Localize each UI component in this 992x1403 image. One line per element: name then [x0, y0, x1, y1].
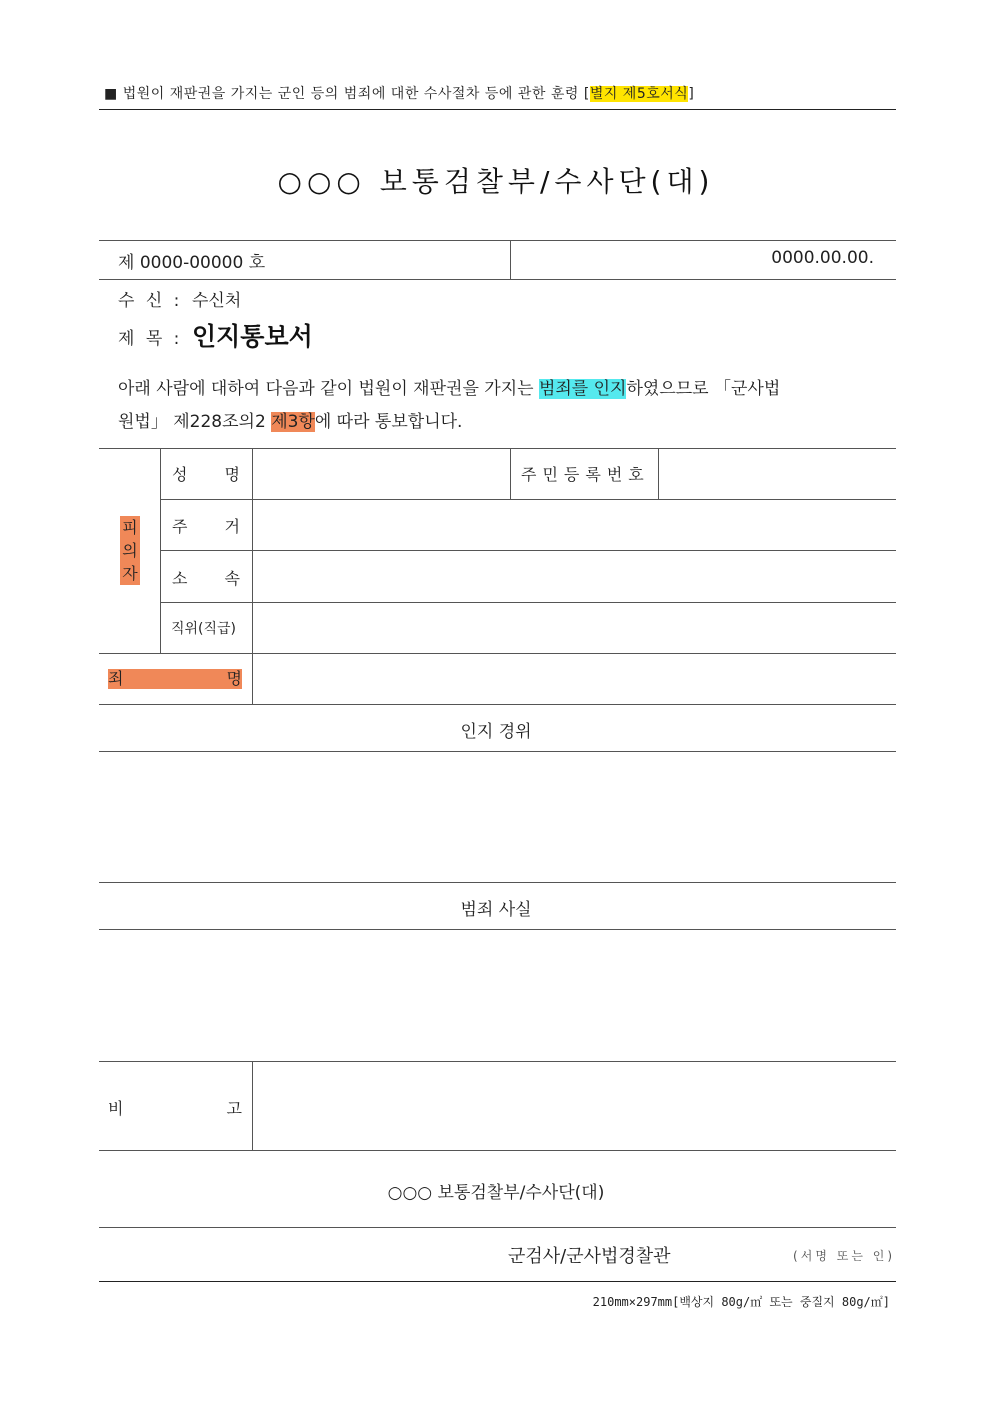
label-char: 성 [172, 465, 188, 484]
recipient-value: 수신처 [192, 291, 242, 311]
rule [99, 279, 896, 280]
suspect-section-label [120, 516, 140, 585]
affiliation-value-cell[interactable] [253, 551, 896, 602]
document-number: 제 0000-00000 호 [118, 253, 266, 273]
rule [99, 1227, 896, 1228]
recognition-body-area[interactable] [99, 752, 896, 882]
suspect-char: 자 [120, 562, 140, 585]
subject-label: 제 목 : [118, 329, 183, 349]
footer-organization: ○○○ 보통검찰부/수사단(대) [387, 1183, 605, 1203]
signature-note: (서명 또는 인) [793, 1249, 895, 1263]
body-text: 에 따라 통보합니다. [314, 412, 463, 432]
name-value-cell[interactable] [253, 449, 510, 499]
name-label [172, 462, 240, 485]
crime-label [108, 669, 242, 689]
facts-header: 범죄 사실 [460, 900, 532, 920]
label-char: 고 [226, 1099, 242, 1118]
body-text: 하였으므로 「군사법 [626, 379, 781, 399]
label-char: 죄 [108, 669, 124, 688]
facts-body-area[interactable] [99, 930, 896, 1061]
divider [510, 448, 511, 499]
label-char: 소 [172, 569, 188, 588]
signer-title: 군검사/군사법경찰관 [508, 1246, 671, 1267]
suspect-char: 피 [120, 516, 140, 539]
body-highlight: 제3항 [271, 412, 315, 432]
rule [99, 1281, 896, 1282]
remarks-label [108, 1096, 242, 1119]
crime-value-cell[interactable] [253, 654, 896, 704]
body-line-1 [118, 374, 780, 399]
square-bullet: ■ [104, 86, 118, 102]
label-char: 속 [224, 569, 240, 588]
position-value-cell[interactable] [253, 603, 896, 653]
rule [99, 240, 896, 241]
bracket-open: [ [583, 86, 590, 102]
label-char: 거 [224, 517, 240, 536]
suspect-char: 의 [120, 539, 140, 562]
address-label [172, 514, 240, 537]
rule [99, 882, 896, 883]
page-title: ○○○ 보통검찰부/수사단(대) [277, 165, 715, 198]
affiliation-label [172, 566, 240, 589]
body-text: 아래 사람에 대하여 다음과 같이 법원이 재판권을 가지는 [118, 379, 534, 399]
address-value-cell[interactable] [253, 500, 896, 550]
recipient-label: 수 신 : [118, 291, 183, 311]
header-rule [99, 109, 896, 110]
regulation-title: 법원이 재판권을 가지는 군인 등의 범죄에 대한 수사절차 등에 관한 훈령 [122, 86, 579, 102]
subject-value: 인지통보서 [192, 322, 313, 351]
divider [510, 240, 511, 279]
document-date: 0000.00.00. [771, 248, 874, 268]
recognition-header: 인지 경위 [460, 722, 532, 742]
label-char: 주 [172, 517, 188, 536]
label-char: 명 [226, 669, 242, 688]
regulation-header [104, 83, 694, 103]
paper-spec: 210mm×297mm[백상지 80g/㎡ 또는 중질지 80g/㎡] [592, 1295, 890, 1309]
remarks-value-cell[interactable] [253, 1062, 896, 1150]
rule [99, 1150, 896, 1151]
body-text: 원법」 제228조의2 [118, 412, 266, 432]
body-line-2 [118, 407, 462, 432]
rrn-label: 주민등록번호 [521, 465, 650, 484]
bracket-close: ] [688, 86, 695, 102]
position-label: 직위(직급) [171, 621, 237, 637]
label-char: 명 [224, 465, 240, 484]
rrn-value-cell[interactable] [659, 449, 896, 499]
rule [99, 704, 896, 705]
body-highlight: 범죄를 인지 [538, 379, 627, 399]
form-number: 별지 제5호서식 [589, 86, 689, 102]
label-char: 비 [108, 1099, 124, 1118]
